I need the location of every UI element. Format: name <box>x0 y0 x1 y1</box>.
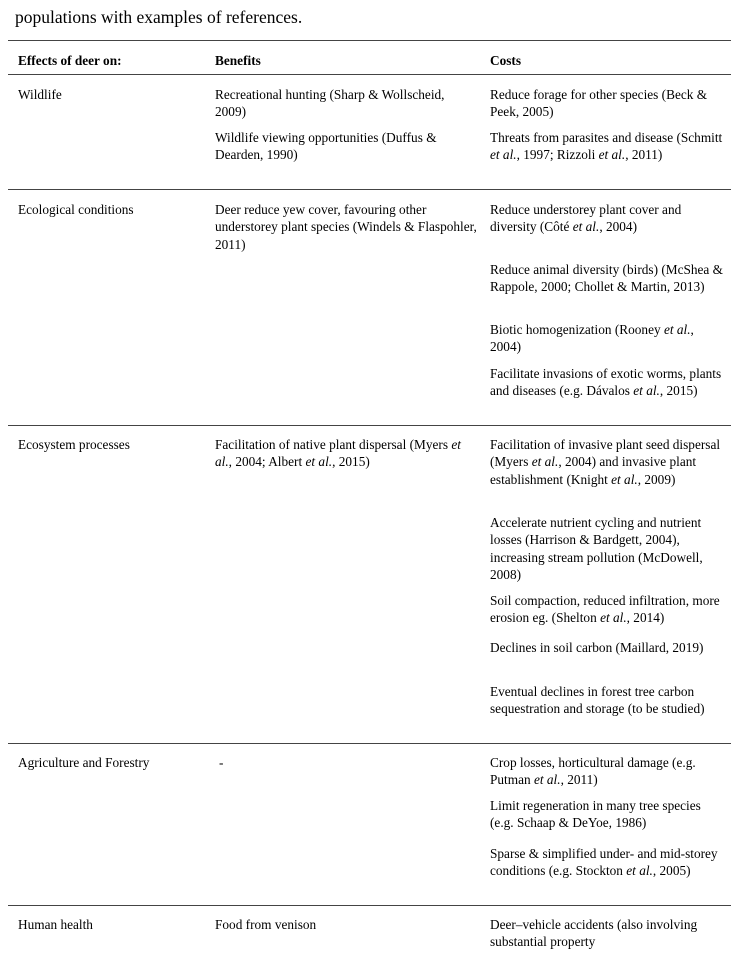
row-rule <box>8 743 731 744</box>
header-effects: Effects of deer on: <box>18 53 122 68</box>
row-category: Ecological conditions <box>18 202 134 217</box>
benefit-item: Recreational hunting (Sharp & Wollscheid, 2009) <box>215 87 445 120</box>
benefit-item: - <box>219 755 224 770</box>
cost-item: Deer–vehicle accidents (also involving substantial property <box>490 917 698 950</box>
row-category: Wildlife <box>18 87 62 102</box>
header-benefits: Benefits <box>215 53 261 68</box>
row-category: Agriculture and Forestry <box>18 755 150 770</box>
benefit-item: Deer reduce yew cover, favouring other understorey plant species (Windels & Flaspohler, 2011) <box>215 202 477 252</box>
cost-item: Threats from parasites and disease (Schmitt et al., 1997; Rizzoli et al., 2011) <box>490 130 723 163</box>
cost-item: Facilitate invasions of exotic worms, plants and diseases (e.g. Dávalos et al., 2015) <box>490 366 722 399</box>
cost-item: Facilitation of invasive plant seed dispersal (Myers et al., 2004) and invasive plant establishment (Knight et al., 2009) <box>490 437 721 487</box>
benefit-item: Food from venison <box>215 917 317 932</box>
top-rule <box>8 40 731 41</box>
cost-item: Reduce forage for other species (Beck & Peek, 2005) <box>490 87 708 120</box>
cost-item: Soil compaction, reduced infiltration, more erosion eg. (Shelton et al., 2014) <box>490 593 720 626</box>
row-rule <box>8 425 731 426</box>
cost-item: Eventual declines in forest tree carbon sequestration and storage (to be studied) <box>490 684 705 717</box>
cost-item: Limit regeneration in many tree species (e.g. Schaap & DeYoe, 1986) <box>490 798 701 831</box>
row-category: Ecosystem processes <box>18 437 130 452</box>
table-caption: populations with examples of references. <box>15 7 303 27</box>
cost-item: Sparse & simplified under- and mid-storey conditions (e.g. Stockton et al., 2005) <box>490 846 718 879</box>
cost-item: Biotic homogenization (Rooney et al., 2004) <box>490 322 694 355</box>
cost-item: Reduce animal diversity (birds) (McShea & Rappole, 2000; Chollet & Martin, 2013) <box>490 262 724 295</box>
benefit-item: Facilitation of native plant dispersal (Myers et al., 2004; Albert et al., 2015) <box>215 437 461 470</box>
row-category: Human health <box>18 917 93 932</box>
cost-item: Crop losses, horticultural damage (e.g. Putman et al., 2011) <box>490 755 696 788</box>
header-costs: Costs <box>490 53 522 68</box>
benefit-item: Wildlife viewing opportunities (Duffus & Dearden, 1990) <box>215 130 437 163</box>
cost-item: Reduce understorey plant cover and diversity (Côté et al., 2004) <box>490 202 682 235</box>
cost-item: Accelerate nutrient cycling and nutrient losses (Harrison & Bardgett, 2004), increasing stream pollution (McDowell, 2008) <box>490 515 703 583</box>
row-rule <box>8 905 731 906</box>
cost-item: Declines in soil carbon (Maillard, 2019) <box>490 640 704 655</box>
row-rule <box>8 189 731 190</box>
header-rule <box>8 74 731 75</box>
